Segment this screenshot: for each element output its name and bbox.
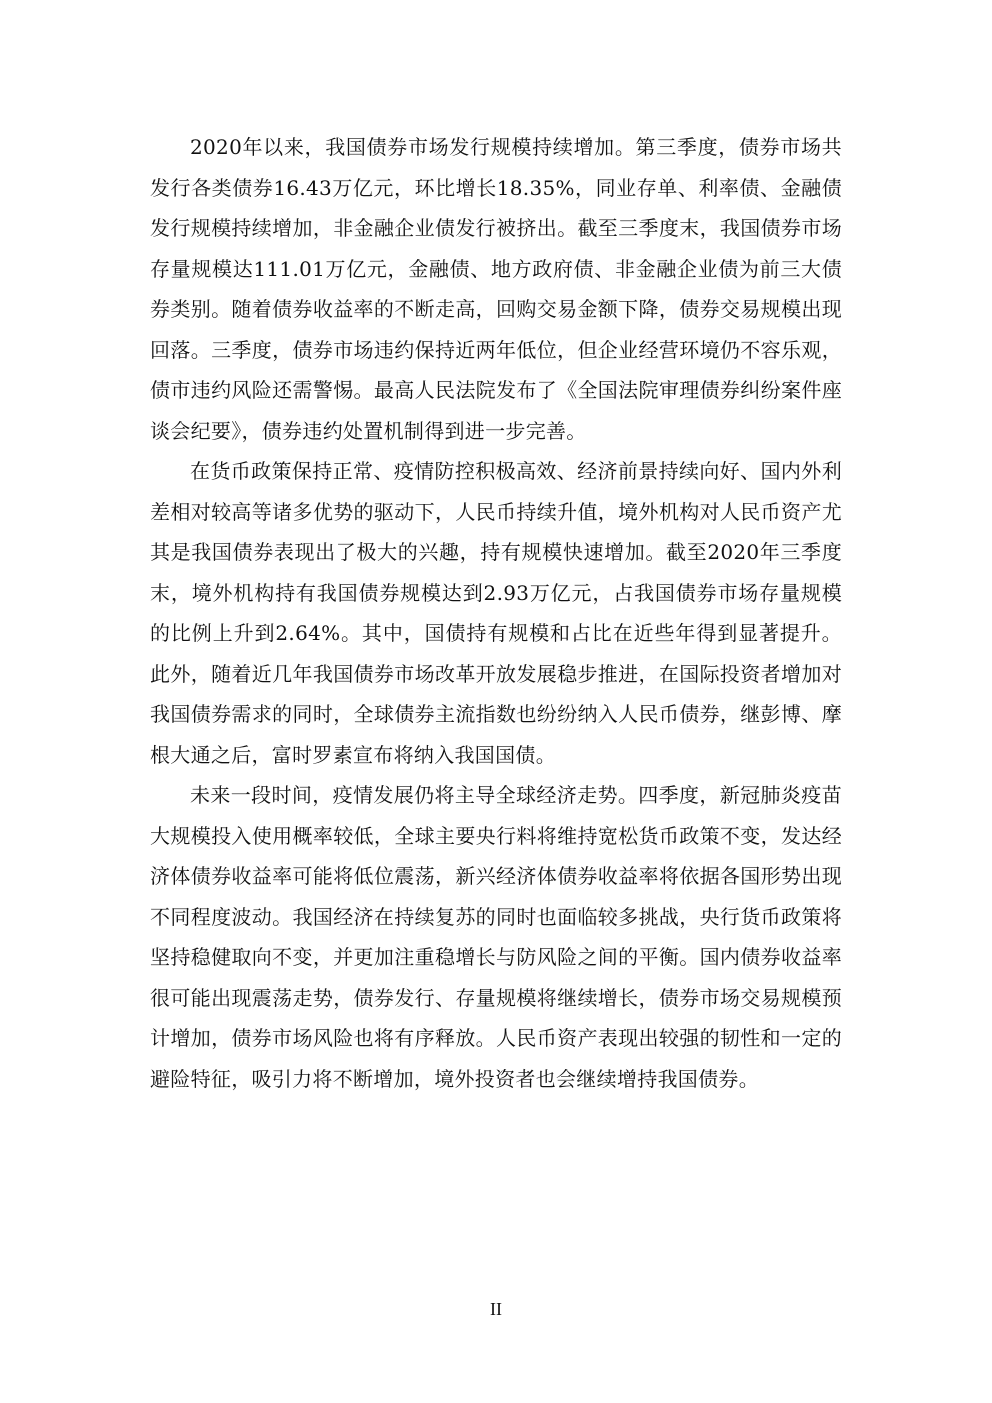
paragraph-bond-market-overview: 2020年以来，我国债券市场发行规模持续增加。第三季度，债券市场共发行各类债券16.43万亿元，环比增长18.35%，同业存单、利率债、金融债发行规模持续增加，非金融企业债发行被挤出。截至三季度末，我国债券市场存量规模达111.01万亿元，金融债、地方政府债、非金融企业债为前三大债券类别。随着债券收益率的不断走高，回购交易金额下降，债券交易规模出现回落。三季度，债券市场违约保持近两年低位，但企业经营环境仍不容乐观，债市违约风险还需警惕。最高人民法院发布了《全国法院审理债券纠纷案件座谈会纪要》，债券违约处置机制得到进一步完善。 bbox=[150, 135, 842, 443]
paragraph-outlook: 未来一段时间，疫情发展仍将主导全球经济走势。四季度，新冠肺炎疫苗大规模投入使用概率较低，全球主要央行料将维持宽松货币政策不变，发达经济体债券收益率可能将低位震荡，新兴经济体债券收益率将依据各国形势出现不同程度波动。我国经济在持续复苏的同时也面临较多挑战，央行货币政策将坚持稳健取向不变，并更加注重稳增长与防风险之间的平衡。国内债券收益率很可能出现震荡走势，债券发行、存量规模将继续增长，债券市场交易规模预计增加，债券市场风险也将有序释放。人民币资产表现出较强的韧性和一定的避险特征，吸引力将不断增加，境外投资者也会继续增持我国债券。 bbox=[150, 783, 842, 1091]
body-text bbox=[150, 127, 842, 1099]
paragraph-foreign-holdings: 在货币政策保持正常、疫情防控积极高效、经济前景持续向好、国内外利差相对较高等诸多优势的驱动下，人民币持续升值，境外机构对人民币资产尤其是我国债券表现出了极大的兴趣，持有规模快速增加。截至2020年三季度末，境外机构持有我国债券规模达到2.93万亿元，占我国债券市场存量规模的比例上升到2.64%。其中，国债持有规模和占比在近些年得到显著提升。此外，随着近几年我国债券市场改革开放发展稳步推进，在国际投资者增加对我国债券需求的同时，全球债券主流指数也纷纷纳入人民币债券，继彭博、摩根大通之后，富时罗素宣布将纳入我国国债。 bbox=[150, 459, 842, 767]
page-number: II bbox=[490, 1299, 502, 1319]
